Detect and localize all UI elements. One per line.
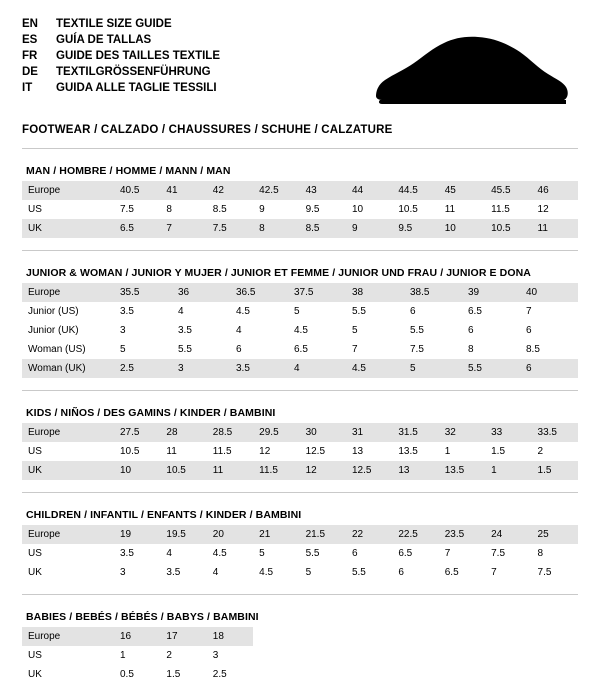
cell: 5.5 [410,325,424,336]
cell [392,646,438,665]
cell: 32 [439,423,485,442]
cell: 4 [166,548,172,559]
cell: 3.5 [178,325,192,336]
cell: 4 [212,567,219,578]
size-group-children [22,509,578,582]
cell [253,646,299,665]
language-title: GUÍA DE TALLAS [56,34,152,46]
cell [346,627,392,646]
cell: 13 [392,461,438,480]
divider [22,390,578,391]
language-title: GUIDE DES TAILLES TEXTILE [56,50,220,62]
cell: 10.5 [160,461,206,480]
row-label: UK [22,461,114,480]
language-title: TEXTILE SIZE GUIDE [56,18,172,30]
table-row [22,302,578,321]
cell: 11.5 [212,446,232,457]
cell: 6 [236,344,242,355]
row-label: UK [28,669,42,680]
cell: 12.5 [305,446,326,457]
cell [532,665,578,684]
table-row [22,181,578,200]
cell: 44 [346,181,392,200]
divider [22,250,578,251]
cell: 27.5 [114,423,160,442]
cell: 45 [439,181,485,200]
cell: 2.5 [114,359,172,378]
cell: 6 [351,548,358,559]
cell [485,646,531,665]
cell [346,646,392,665]
cell: 10 [114,461,160,480]
cell [300,646,346,665]
group-title: BABIES / BEBÉS / BÉBÉS / BABYS / BAMBINI [26,611,259,623]
cell: 3.5 [166,567,181,578]
cell: 8.5 [526,344,540,355]
size-table-children [22,525,578,582]
size-table-babies [22,627,578,684]
cell: 9.5 [392,219,438,238]
language-title: TEXTILGRÖSSENFÜHRUNG [56,66,211,78]
language-code: ES [22,34,38,46]
cell: 31.5 [392,423,438,442]
cell: 5 [404,359,462,378]
cell: 5.5 [351,567,366,578]
table-row [22,200,578,219]
table-row [22,340,578,359]
row-label: US [28,204,42,215]
cell: 6 [468,325,474,336]
cell: 36.5 [230,283,288,302]
row-label: Junior (UK) [28,325,79,336]
cell: 12 [537,204,549,215]
cell: 7 [160,219,206,238]
cell: 20 [207,525,253,544]
table-row [22,461,578,480]
cell: 38.5 [404,283,462,302]
divider [22,492,578,493]
cell: 19 [114,525,160,544]
size-table-man [22,181,578,238]
cell: 10 [351,204,364,215]
cell: 10.5 [485,219,531,238]
cell: 7.5 [207,219,253,238]
cell: 11.5 [253,461,299,480]
cell: 3.5 [230,359,288,378]
cell: 1.5 [166,669,181,680]
language-code: EN [22,18,38,30]
cell: 28.5 [207,423,253,442]
cell: 4 [288,359,346,378]
cell: 4 [236,325,242,336]
cell: 7 [444,548,451,559]
cell: 12 [259,446,271,457]
cell: 8 [253,219,299,238]
cell: 11.5 [491,204,510,215]
cell [392,627,438,646]
cell: 10 [439,219,485,238]
cell [346,665,392,684]
cell: 7 [526,306,532,317]
cell: 44.5 [392,181,438,200]
table-row [22,525,578,544]
cell: 33 [485,423,531,442]
cell: 16 [114,627,160,646]
cell: 11 [207,461,253,480]
cell: 28 [160,423,206,442]
cell: 11 [444,204,456,215]
table-row [22,219,578,238]
cell: 10.5 [398,204,418,215]
cell: 5 [120,344,126,355]
header [22,18,578,110]
language-title-list [22,18,220,98]
cell: 13.5 [398,446,418,457]
language-row [22,82,220,98]
table-row [22,544,578,563]
size-group-kids [22,407,578,480]
cell: 3.5 [120,306,134,317]
divider [22,594,578,595]
table-row [22,442,578,461]
cell: 11 [532,219,578,238]
cell: 9 [346,219,392,238]
size-table-junior-woman [22,283,578,378]
language-row [22,50,220,66]
cell: 45.5 [485,181,531,200]
row-label: US [28,548,42,559]
cell: 9 [259,204,265,215]
cell: 4.5 [346,359,404,378]
group-title: KIDS / NIÑOS / DES GAMINS / KINDER / BAMBINI [26,407,276,419]
size-table-kids [22,423,578,480]
row-label: US [28,446,42,457]
cell: 6 [526,325,532,336]
cell: 8 [468,344,474,355]
cell: 19.5 [160,525,206,544]
group-title: MAN / HOMBRE / HOMME / MANN / MAN [26,165,231,177]
cell: 1 [485,461,531,480]
cell: 3 [212,650,219,661]
cell: 4.5 [236,306,250,317]
cell: 37.5 [288,283,346,302]
dress-shoe-icon [370,30,570,110]
cell: 0.5 [120,669,134,680]
group-title: CHILDREN / INFANTIL / ENFANTS / KINDER / BAMBINI [26,509,302,521]
cell [439,665,485,684]
row-label: UK [28,567,42,578]
cell: 6 [520,359,578,378]
table-row [22,563,578,582]
table-row [22,665,578,684]
cell: 6 [410,306,416,317]
cell: 3 [120,567,126,578]
row-label: US [28,650,42,661]
cell: 8.5 [212,204,227,215]
row-label: Europe [22,423,114,442]
cell: 6.5 [398,548,413,559]
row-label: Europe [22,283,114,302]
cell: 2 [537,446,544,457]
cell: 11 [166,446,177,457]
cell: 6.5 [468,306,482,317]
group-title: JUNIOR & WOMAN / JUNIOR Y MUJER / JUNIOR ET FEMME / JUNIOR UND FRAU / JUNIOR E DONA [26,267,531,279]
divider [22,148,578,149]
cell: 8 [537,548,544,559]
cell: 24 [485,525,531,544]
cell: 7 [352,344,358,355]
cell [485,627,531,646]
cell [300,665,346,684]
cell: 7.5 [120,204,134,215]
cell: 40.5 [114,181,160,200]
cell: 4.5 [212,548,227,559]
table-row [22,359,578,378]
language-code: FR [22,50,38,62]
cell [532,646,578,665]
cell: 6.5 [114,219,160,238]
cell: 5.5 [462,359,520,378]
cell: 5.5 [352,306,366,317]
table-row [22,646,578,665]
size-group-babies [22,611,578,684]
row-label: Woman (UK) [22,359,114,378]
cell: 7 [491,567,497,578]
cell: 23.5 [439,525,485,544]
cell: 2.5 [212,669,227,680]
row-label: UK [22,219,114,238]
cell: 25 [532,525,578,544]
table-row [22,321,578,340]
cell [439,646,485,665]
language-code: DE [22,66,38,78]
cell: 3 [120,325,126,336]
cell: 31 [346,423,392,442]
cell: 29.5 [253,423,299,442]
cell: 41 [160,181,206,200]
cell: 13.5 [439,461,485,480]
language-code: IT [22,82,33,94]
language-row [22,66,220,82]
table-row [22,627,578,646]
language-row [22,18,220,34]
cell: 6.5 [294,344,308,355]
cell: 36 [172,283,230,302]
cell: 4 [178,306,184,317]
cell: 5 [305,567,312,578]
cell: 30 [300,423,346,442]
row-label: Europe [22,525,114,544]
cell [253,627,299,646]
cell: 4.5 [294,325,308,336]
cell: 33.5 [532,423,578,442]
cell: 13 [351,446,364,457]
language-title: GUIDA ALLE TAGLIE TESSILI [56,82,217,94]
cell: 1.5 [532,461,578,480]
cell: 7.5 [491,548,506,559]
cell: 43 [300,181,346,200]
cell: 5.5 [178,344,192,355]
cell: 2 [166,650,172,661]
cell [392,665,438,684]
cell: 3.5 [120,548,134,559]
cell: 38 [346,283,404,302]
cell: 21.5 [300,525,346,544]
row-label: Europe [22,181,114,200]
cell: 6 [398,567,404,578]
cell: 5 [352,325,358,336]
cell: 46 [532,181,578,200]
cell: 35.5 [114,283,172,302]
cell: 7.5 [537,567,552,578]
cell: 6.5 [444,567,459,578]
cell [439,627,485,646]
cell: 12.5 [346,461,392,480]
cell [485,665,531,684]
cell: 1 [444,446,451,457]
row-label: Woman (US) [28,344,86,355]
cell: 21 [253,525,299,544]
cell: 17 [160,627,206,646]
cell: 18 [207,627,253,646]
cell: 12 [300,461,346,480]
cell: 7.5 [410,344,424,355]
row-label: Europe [22,627,114,646]
cell: 10.5 [120,446,140,457]
cell: 22 [346,525,392,544]
cell: 4.5 [259,567,274,578]
cell: 22.5 [392,525,438,544]
table-row [22,423,578,442]
cell: 3 [172,359,230,378]
cell: 39 [462,283,520,302]
table-row [22,283,578,302]
cell: 42 [207,181,253,200]
cell [300,627,346,646]
size-group-junior-woman [22,267,578,378]
row-label: Junior (US) [28,306,79,317]
cell: 1 [120,650,126,661]
cell: 5 [259,548,265,559]
cell [253,665,299,684]
cell [532,627,578,646]
size-group-man [22,165,578,238]
category-title: FOOTWEAR / CALZADO / CHAUSSURES / SCHUHE / CALZATURE [22,124,393,136]
cell: 1.5 [491,446,506,457]
language-row [22,34,220,50]
cell: 8.5 [300,219,346,238]
cell: 8 [166,204,172,215]
cell: 40 [520,283,578,302]
cell: 9.5 [305,204,320,215]
cell: 5.5 [305,548,320,559]
cell: 5 [294,306,300,317]
cell: 42.5 [253,181,299,200]
